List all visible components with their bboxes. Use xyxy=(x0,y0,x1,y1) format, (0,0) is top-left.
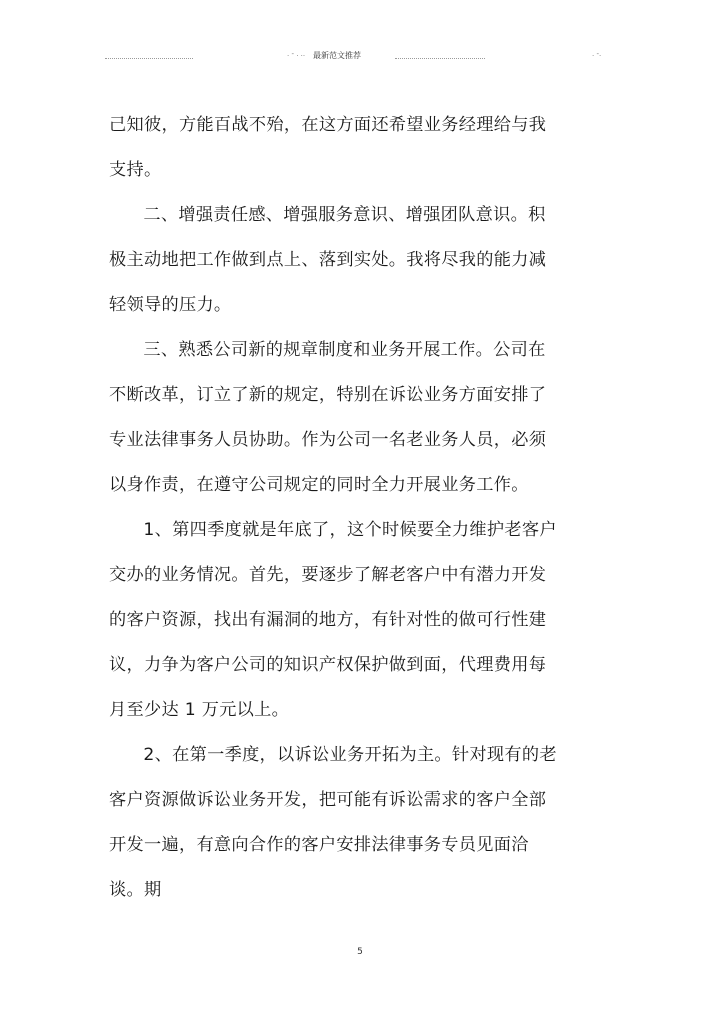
header-dotted-rule-right xyxy=(395,58,485,59)
header-dotted-rule-left xyxy=(105,58,193,59)
paragraph-section-3: 三、熟悉公司新的规章制度和业务开展工作。公司在不断改革，订立了新的规定，特别在诉讼业务方面安排了专业法律事务人员协助。作为公司一名老业务人员，必须以身作责，在遵守公司规定的同时全力开展业务工作。 xyxy=(109,340,547,495)
header-marks-left: . - . .. xyxy=(287,50,306,58)
page-number: 5 xyxy=(357,947,363,957)
paragraph-continuation: 己知彼，方能百战不殆，在这方面还希望业务经理给与我支持。 xyxy=(109,115,547,180)
page-header xyxy=(105,50,605,64)
paragraph-item-2: 2、在第一季度，以诉讼业务开拓为主。针对现有的老客户资源做诉讼业务开发，把可能有诉讼需求的客户全部开发一遍，有意向合作的客户安排法律事务专员见面洽谈。期 xyxy=(109,745,557,900)
header-marks-right: . -. xyxy=(592,50,602,58)
header-title: 最新范文推荐 xyxy=(313,51,361,60)
document-body xyxy=(109,103,563,913)
paragraph-section-2: 二、增强责任感、增强服务意识、增强团队意识。积极主动地把工作做到点上、落到实处。我将尽我的能力减轻领导的压力。 xyxy=(109,205,547,315)
paragraph-item-1: 1、第四季度就是年底了，这个时候要全力维护老客户交办的业务情况。首先，要逐步了解老客户中有潜力开发的客户资源，找出有漏洞的地方，有针对性的做可行性建议，力争为客户公司的知识产权保护做到面，代理费用每月至少达 1 万元以上。 xyxy=(109,520,557,720)
